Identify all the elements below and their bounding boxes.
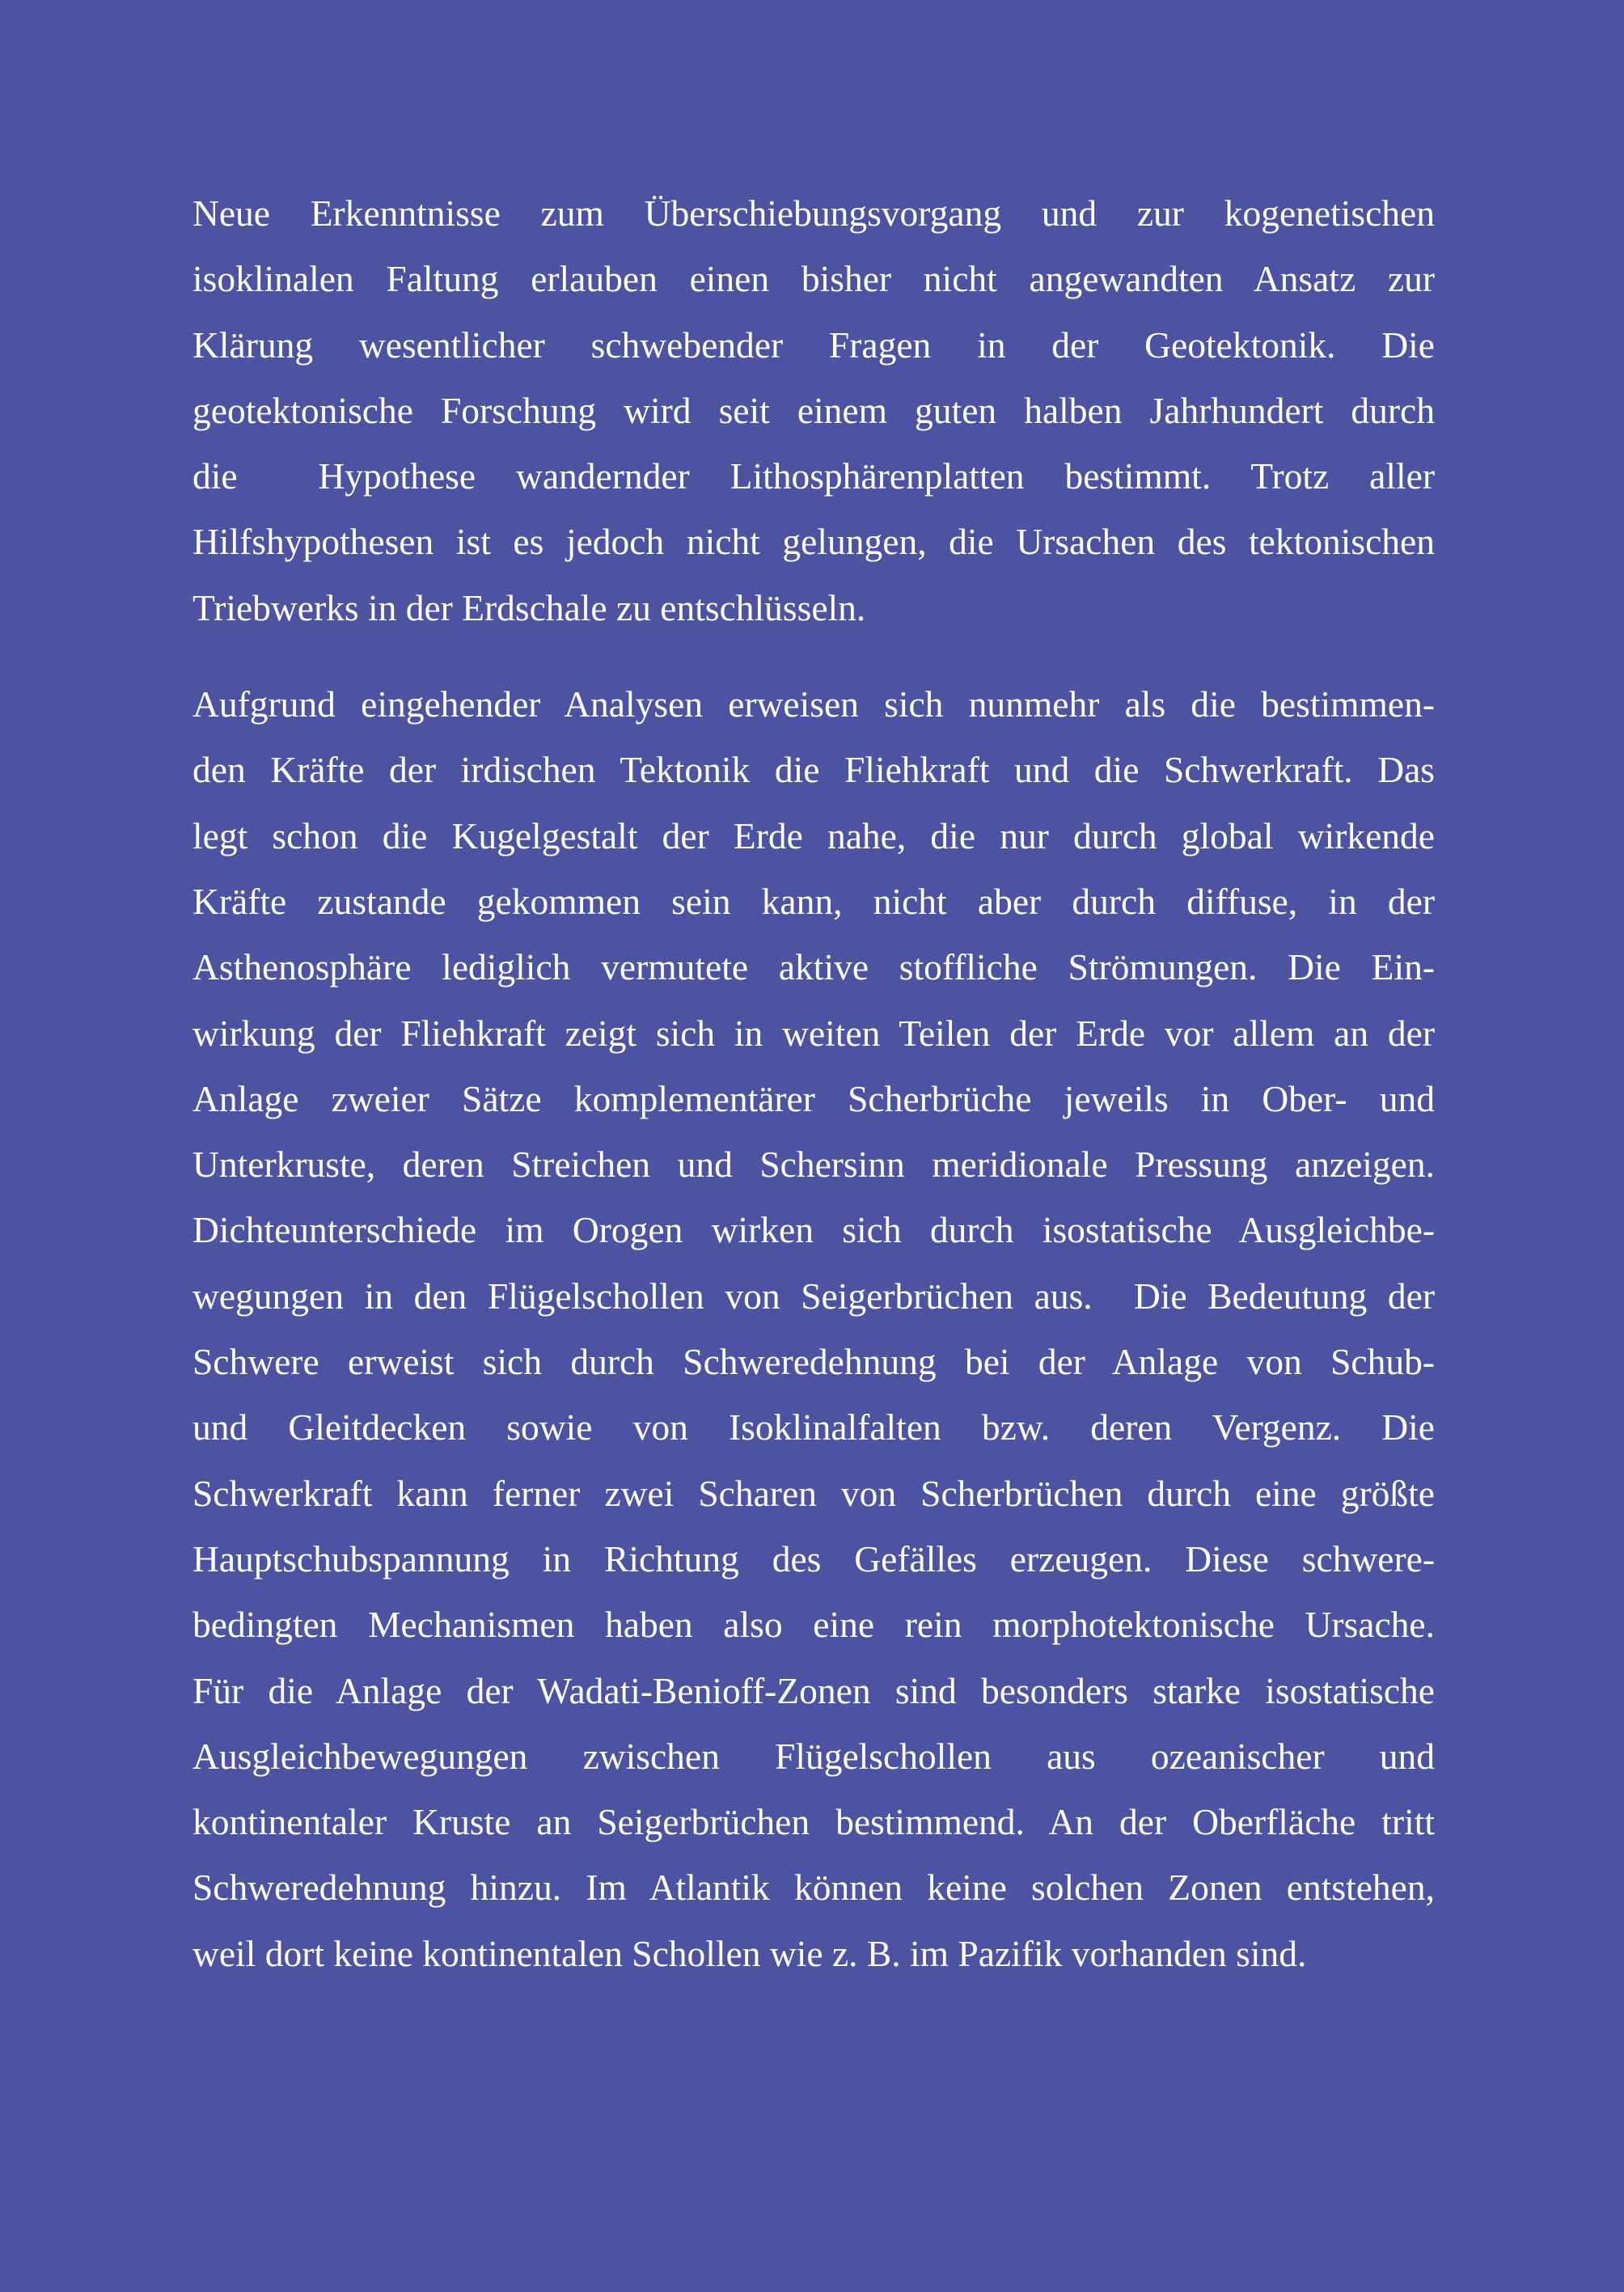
text-line: legt schon die Kugelgestalt der Erde nahe, die nur durch global wirkende xyxy=(192,814,1435,856)
paragraph-gap xyxy=(192,641,1435,671)
text-line: bedingten Mechanismen haben also eine rein morphotektonische Ursache. xyxy=(192,1604,1435,1646)
text-line: wirkung der Fliehkraft zeigt sich in weiten Teilen der Erde vor allem an der xyxy=(192,1012,1435,1054)
text-line: Triebwerks in der Erdschale zu entschlüsseln. xyxy=(192,586,866,628)
paragraph-1 xyxy=(192,180,1435,641)
text-line: wegungen in den Flügelschollen von Seigerbrüchen aus. Die Bedeutung der xyxy=(192,1275,1435,1317)
text-line: Neue Erkenntnisse zum Überschiebungsvorgang und zur kogenetischen xyxy=(192,192,1435,234)
text-line: Unterkruste, deren Streichen und Schersinn meridionale Pressung anzeigen. xyxy=(192,1144,1435,1186)
text-line: und Gleitdecken sowie von Isoklinalfalten bzw. deren Vergenz. Die xyxy=(192,1406,1435,1448)
text-line: Anlage zweier Sätze komplementärer Scherbrüche jeweils in Ober- und xyxy=(192,1077,1435,1119)
text-line: kontinentaler Kruste an Seigerbrüchen bestimmend. An der Oberfläche tritt xyxy=(192,1801,1435,1843)
text-line: Hauptschubspannung in Richtung des Gefälles erzeugen. Diese schwere- xyxy=(192,1537,1435,1579)
text-line: die Hypothese wandernder Lithosphärenplatten bestimmt. Trotz aller xyxy=(192,455,1435,497)
text-line: den Kräfte der irdischen Tektonik die Fliehkraft und die Schwerkraft. Das xyxy=(192,749,1435,791)
text-line: Aufgrund eingehender Analysen erweisen sich nunmehr als die bestimmen- xyxy=(192,683,1435,725)
text-line: Schwere erweist sich durch Schweredehnung bei der Anlage von Schub- xyxy=(192,1341,1435,1383)
text-line: Hilfshypothesen ist es jedoch nicht gelungen, die Ursachen des tektonischen xyxy=(192,521,1435,563)
text-line: Klärung wesentlicher schwebender Fragen in der Geotektonik. Die xyxy=(192,324,1435,366)
text-line: geotektonische Forschung wird seit einem guten halben Jahrhundert durch xyxy=(192,389,1435,431)
text-line: Ausgleichbewegungen zwischen Flügelschollen aus ozeanischer und xyxy=(192,1735,1435,1777)
text-line: Dichteunterschiede im Orogen wirken sich durch isostatische Ausgleichbe- xyxy=(192,1209,1435,1251)
text-line: weil dort keine kontinentalen Schollen wie z. B. im Pazifik vorhanden sind. xyxy=(192,1932,1307,1974)
text-line: Schweredehnung hinzu. Im Atlantik können keine solchen Zonen entstehen, xyxy=(192,1867,1435,1909)
text-line: isoklinalen Faltung erlauben einen bisher nicht angewandten Ansatz zur xyxy=(192,258,1435,300)
paragraph-2 xyxy=(192,671,1435,1986)
cover-text xyxy=(192,180,1435,1986)
text-line: Für die Anlage der Wadati-Benioff-Zonen sind besonders starke isostatische xyxy=(192,1669,1435,1711)
text-line: Kräfte zustande gekommen sein kann, nicht aber durch diffuse, in der xyxy=(192,880,1435,922)
text-line: Asthenosphäre lediglich vermutete aktive stoffliche Strömungen. Die Ein- xyxy=(192,946,1435,988)
text-line: Schwerkraft kann ferner zwei Scharen von Scherbrüchen durch eine größte xyxy=(192,1472,1435,1514)
